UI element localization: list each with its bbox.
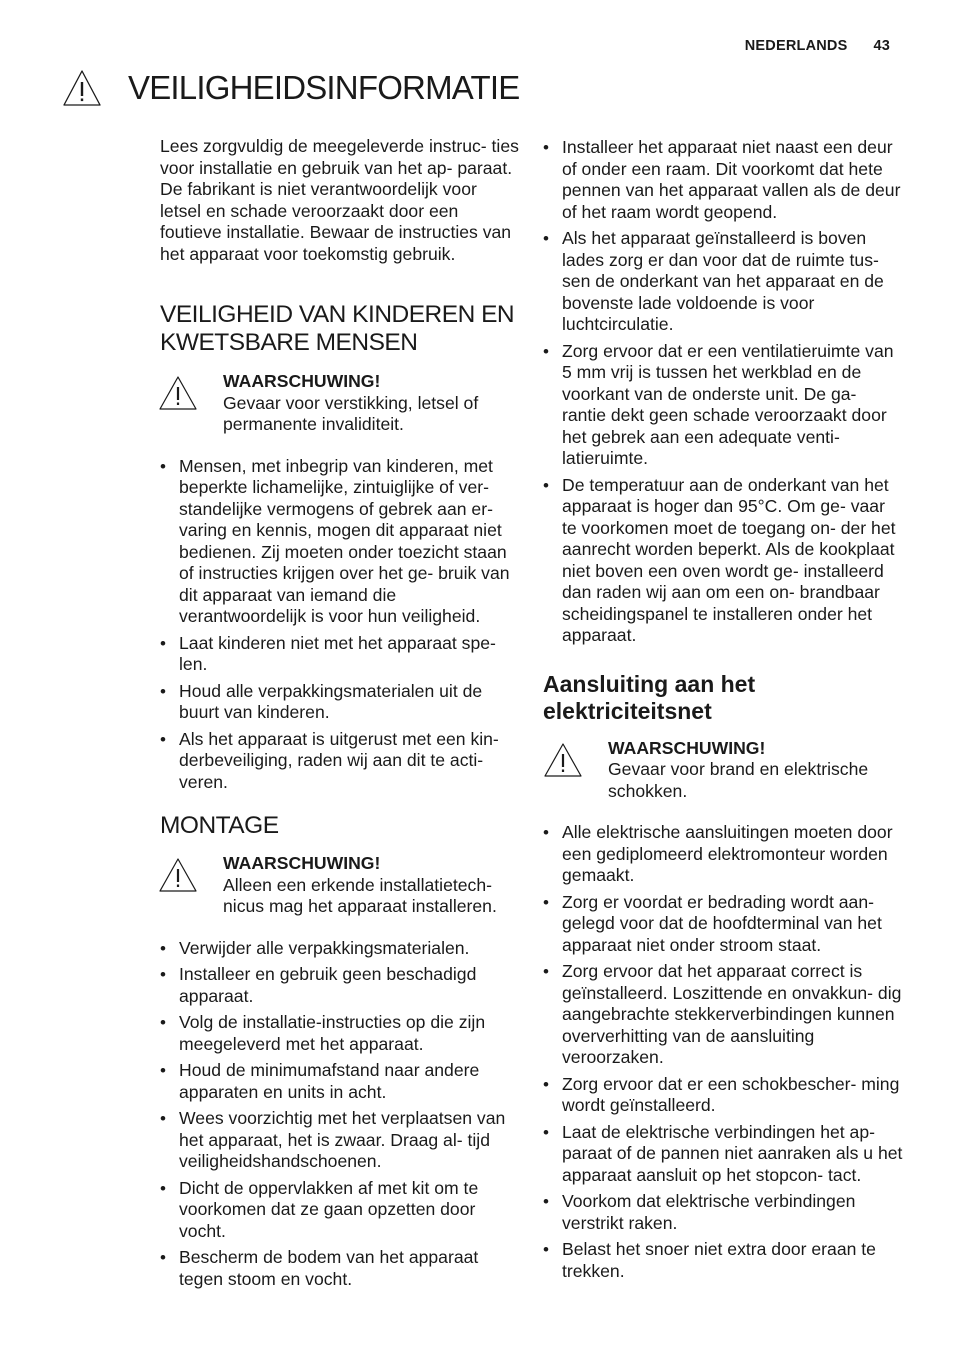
page-header	[745, 38, 890, 54]
warning-label: WAARSCHUWING!	[223, 371, 381, 391]
list-item: • Verwijder alle verpakkingsmaterialen.	[160, 938, 520, 960]
warning-text	[223, 853, 520, 918]
electric-list	[543, 822, 903, 1282]
warning-triangle-icon	[543, 742, 583, 778]
left-column	[160, 136, 520, 1295]
list-item: • De temperatuur aan de onderkant van het apparaat is hoger dan 95°C. Om ge- vaar te voorkomen moet de toegang on- der het aanrecht worden beperkt. Als de kookplaat niet boven een oven wordt ge- installeerd dan raden wij aan om een on- brandbaar scheidingspanel te installeren onder het apparaat.	[543, 475, 903, 647]
list-item: • Mensen, met inbegrip van kinderen, met beperkte lichamelijke, zintuiglijke of ver- standelijke vermogens of gebrek aan er- varing en kennis, mogen dit apparaat niet bedienen. Zij moeten onder toezicht staan of instructies krijgen over het ge- bruik van dit apparaat van iemand die verantwoordelijk is voor hun veiligheid.	[160, 456, 520, 628]
warning-triangle-icon	[158, 857, 198, 893]
list-item: • Houd alle verpakkingsmaterialen uit de buurt van kinderen.	[160, 681, 520, 724]
list-item: • Belast het snoer niet extra door eraan te trekken.	[543, 1239, 903, 1282]
warning-block-montage	[158, 853, 520, 918]
list-item: • Installeer het apparaat niet naast een deur of onder een raam. Dit voorkomt dat hete pennen van het apparaat vallen als de deur of het raam wordt geopend.	[543, 137, 903, 223]
section-heading-children: VEILIGHEID VAN KINDEREN EN KWETSBARE MENSEN	[160, 301, 515, 356]
list-item: • Wees voorzichtig met het verplaatsen van het apparaat, het is zwaar. Draag al- tijd veiligheidshandschoenen.	[160, 1108, 520, 1173]
right-column	[543, 137, 903, 1287]
warning-message: Gevaar voor verstikking, letsel of permanente invaliditeit.	[223, 392, 479, 434]
montage-list-continued	[543, 137, 903, 647]
list-item: • Volg de installatie-instructies op die zijn meegeleverd met het apparaat.	[160, 1012, 520, 1055]
page-number: 43	[873, 38, 890, 54]
list-item: • Als het apparaat geïnstalleerd is boven lades zorg er dan voor dat de ruimte tus- sen de onderkant van het apparaat en de bovenste lade voldoende is voor luchtcirculatie.	[543, 228, 903, 336]
warning-label: WAARSCHUWING!	[223, 853, 381, 873]
list-item: • Laat de elektrische verbindingen het ap- paraat of de pannen niet aanraken als u het apparaat aansluit op het stopcon- tact.	[543, 1122, 903, 1187]
warning-triangle-icon	[62, 68, 102, 108]
warning-block-electric	[543, 738, 903, 803]
section-heading-electric: Aansluiting aan het elektriciteitsnet	[543, 670, 756, 724]
warning-block-children	[158, 371, 520, 436]
warning-text	[608, 738, 903, 803]
warning-message: Alleen een erkende installatietech- nicus mag het apparaat installeren.	[223, 874, 497, 916]
list-item: • Voorkom dat elektrische verbindingen verstrikt raken.	[543, 1191, 903, 1234]
list-item: • Bescherm de bodem van het apparaat tegen stoom en vocht.	[160, 1247, 520, 1290]
list-item: • Zorg er voordat er bedrading wordt aan- gelegd voor dat de hoofdterminal van het apparaat niet onder stroom staat.	[543, 892, 903, 957]
page-title: VEILIGHEIDSINFORMATIE	[128, 69, 520, 106]
warning-text	[223, 371, 520, 436]
list-item: • Laat kinderen niet met het apparaat spe- len.	[160, 633, 520, 676]
montage-list	[160, 938, 520, 1291]
list-item: • Zorg ervoor dat er een ventilatieruimte van 5 mm vrij is tussen het werkblad en de voorkant van de onderste unit. De ga- rantie dekt geen schade veroorzaakt door het gebrek aan een adequate venti- latieruimte.	[543, 341, 903, 470]
list-item: • Als het apparaat is uitgerust met een kin- derbeveiliging, raden wij aan dit te acti- veren.	[160, 729, 520, 794]
warning-message: Gevaar voor brand en elektrische schokken.	[608, 759, 869, 801]
list-item: • Alle elektrische aansluitingen moeten door een gediplomeerd elektromonteur worden gemaakt.	[543, 822, 903, 887]
warning-triangle-icon	[158, 375, 198, 411]
list-item: • Installeer en gebruik geen beschadigd apparaat.	[160, 964, 520, 1007]
intro-paragraph: Lees zorgvuldig de meegeleverde instruc- ties voor installatie en gebruik van het ap- paraat. De fabrikant is niet verantwoordelijk voor letsel en schade veroorzaakt door een foutieve installatie. Bewaar de instructies van het apparaat voor toekomstig gebruik.	[160, 136, 519, 264]
children-safety-list	[160, 456, 520, 794]
list-item: • Zorg ervoor dat het apparaat correct is geïnstalleerd. Loszittende en onvakkun- dig aangebrachte stekkerverbindingen kunnen oververhitting van de aansluiting veroorzaken.	[543, 961, 903, 1069]
title-row	[62, 68, 519, 108]
header-language: NEDERLANDS	[744, 38, 848, 54]
warning-label: WAARSCHUWING!	[608, 737, 766, 758]
section-heading-montage: MONTAGE	[160, 812, 279, 839]
list-item: • Houd de minimumafstand naar andere apparaten en units in acht.	[160, 1060, 520, 1103]
list-item: • Zorg ervoor dat er een schokbescher- ming wordt geïnstalleerd.	[543, 1074, 903, 1117]
list-item: • Dicht de oppervlakken af met kit om te voorkomen dat ze gaan opzetten door vocht.	[160, 1178, 520, 1243]
